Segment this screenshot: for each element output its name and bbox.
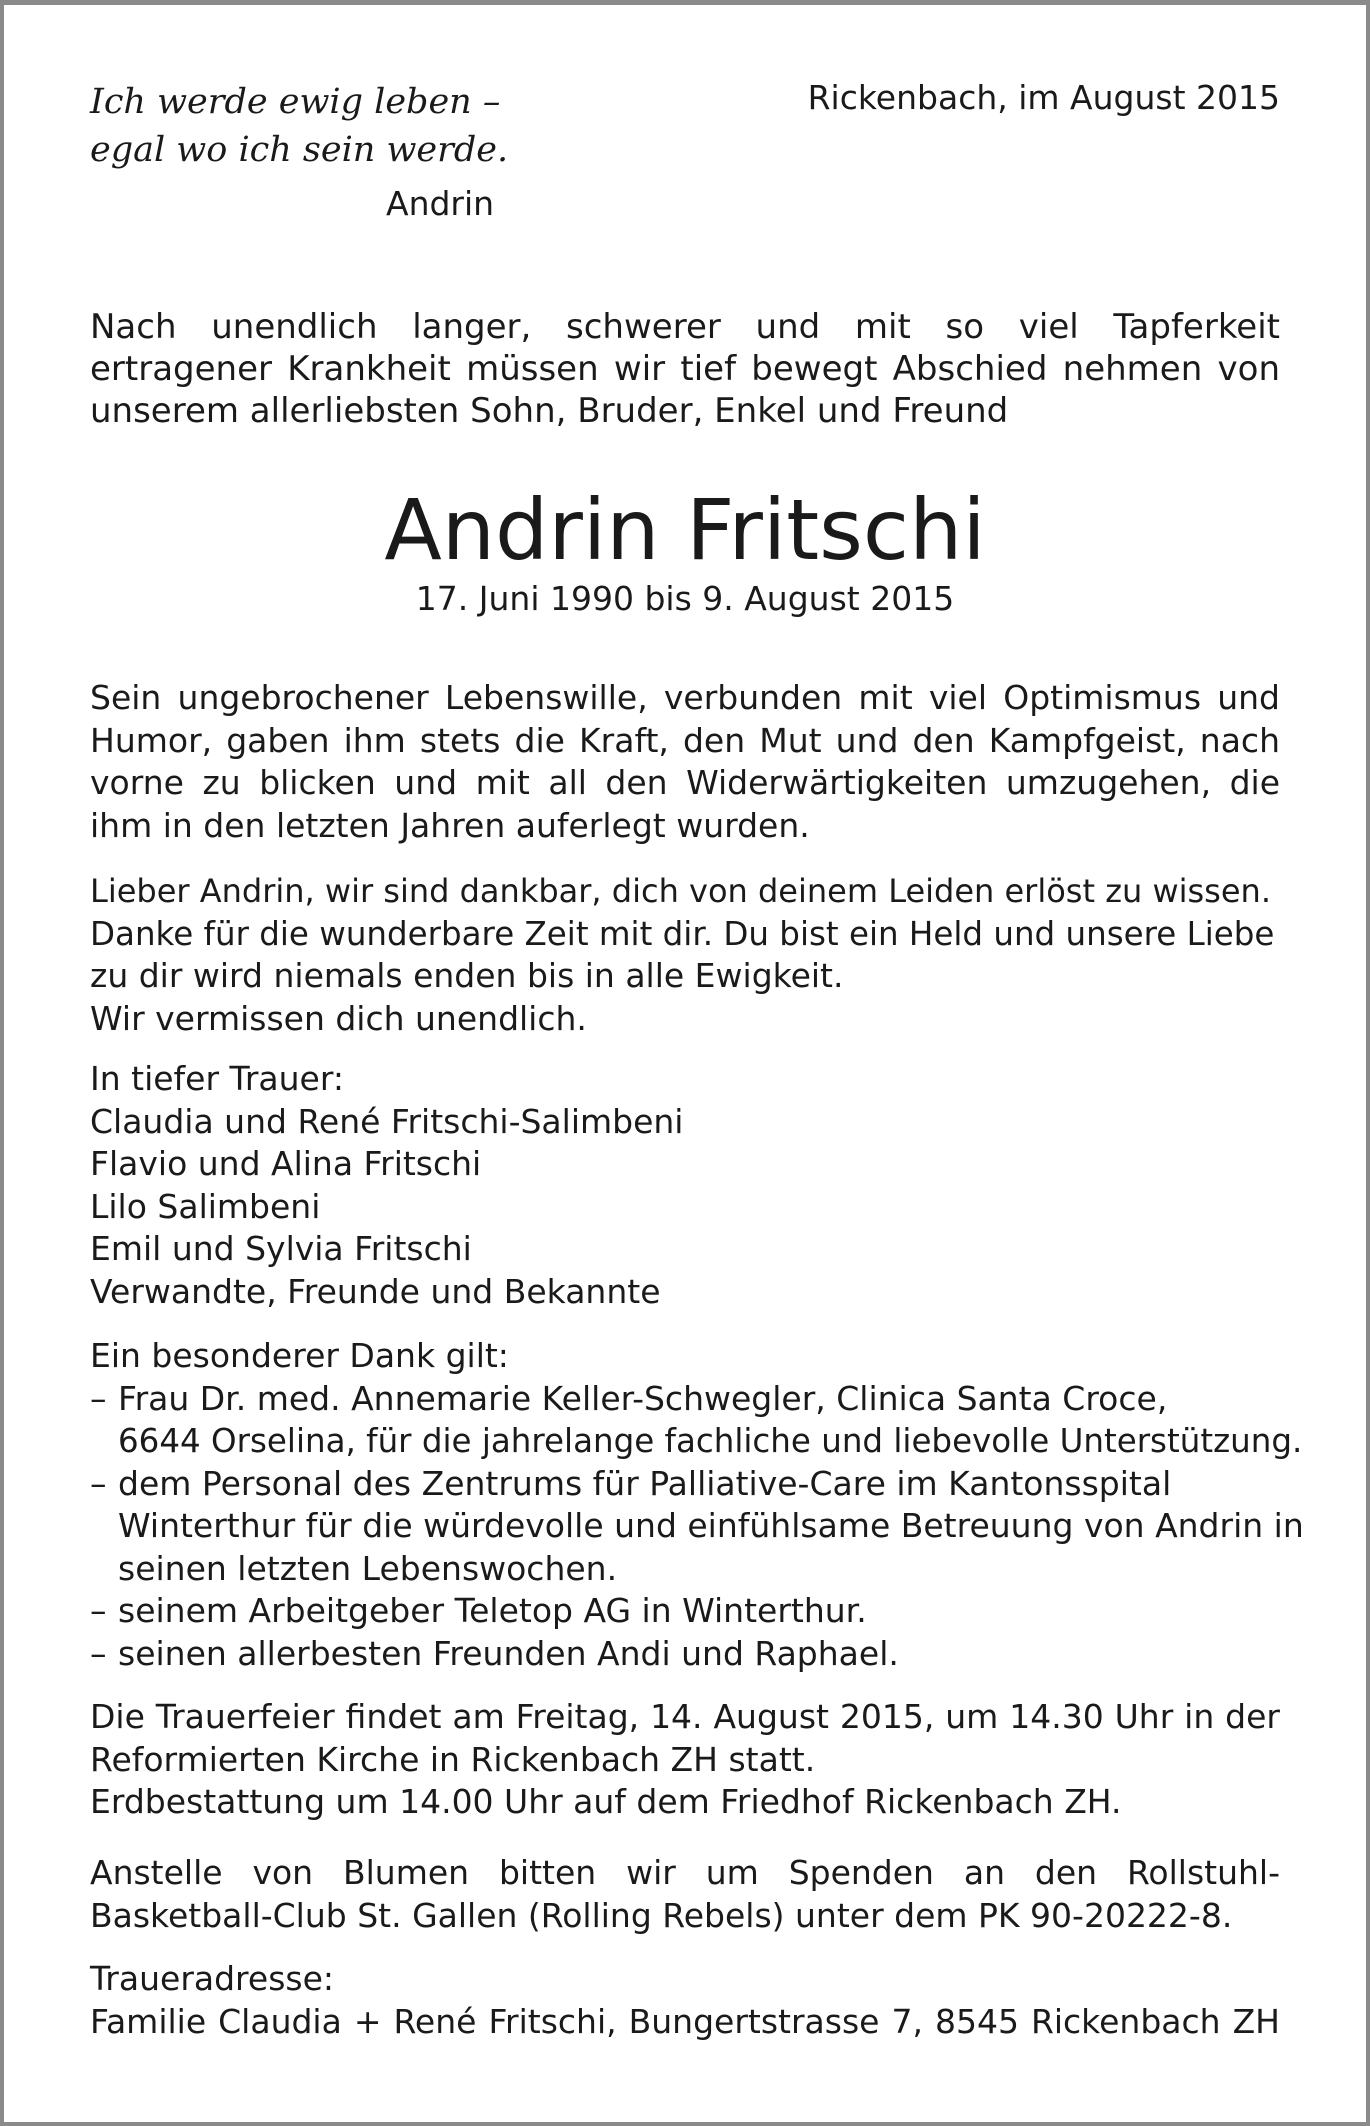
thanks-line: seinen letzten Lebenswochen. xyxy=(118,1548,618,1588)
thanks-heading: Ein besonderer Dank gilt: xyxy=(90,1336,509,1375)
farewell-line: Lieber Andrin, wir sind dankbar, dich von deinem Leiden erlöst zu wissen. xyxy=(90,872,1271,910)
dash-bullet: – xyxy=(90,1463,107,1503)
farewell-line: zu dir wird niemals enden bis in alle Ewigkeit. xyxy=(90,956,844,995)
motto-line: egal wo ich sein werde. xyxy=(90,130,509,170)
deceased-name: Andrin Fritschi xyxy=(384,481,986,579)
mourner-name: Lilo Salimbeni xyxy=(90,1186,321,1226)
thanks-line: Frau Dr. med. Annemarie Keller-Schwegler, Clinica Santa Croce, xyxy=(118,1378,1168,1418)
thanks-line: seinen allerbesten Freunden Andi und Raphael. xyxy=(118,1633,899,1673)
funeral-service xyxy=(90,1696,1280,1824)
motto-author: Andrin xyxy=(386,184,495,223)
service-text: Die Trauerfeier findet am Freitag, 14. August 2015, um 14.30 Uhr in der Reformierten Kirche in Rickenbach ZH statt. xyxy=(90,1697,1280,1779)
farewell-paragraph xyxy=(90,870,1280,1040)
thanks-item xyxy=(90,1378,1303,1463)
motto-quote xyxy=(90,78,590,174)
burial-text: Erdbestattung um 14.00 Uhr auf dem Friedhof Rickenbach ZH. xyxy=(90,1782,1122,1821)
dash-bullet: – xyxy=(90,1633,107,1673)
mourner-name: Claudia und René Fritschi-Salimbeni xyxy=(90,1101,684,1141)
address-heading: Traueradresse: xyxy=(90,1959,335,1998)
mourners-heading: In tiefer Trauer: xyxy=(90,1059,344,1098)
place-date: Rickenbach, im August 2015 xyxy=(807,78,1280,117)
mourners-list xyxy=(90,1058,1280,1313)
intro-text: Nach unendlich langer, schwerer und mit so viel Tapferkeit ertragener Krankheit müssen wir tief bewegt Abschied nehmen von unserem allerliebsten Sohn, Bruder, Enkel und Freund xyxy=(90,307,1280,431)
dash-bullet: – xyxy=(90,1591,107,1630)
thanks-line: 6644 Orselina, für die jahrelange fachliche und liebevolle Unterstützung. xyxy=(118,1422,1303,1460)
mourner-name: Emil und Sylvia Fritschi xyxy=(90,1229,472,1268)
thanks-item xyxy=(90,1463,1304,1591)
tribute-paragraph: Sein ungebrochener Lebenswille, verbunden mit viel Optimismus und Humor, gaben ihm stets die Kraft, den Mut und den Kampfgeist, nach vorne zu blicken und mit all den Widerwärtigkeiten umzugehen, die ihm in den letzten Jahren auferlegt wurden. xyxy=(90,678,1280,845)
thanks-line: dem Personal des Zentrums für Palliative-Care im Kantonsspital xyxy=(118,1463,1172,1503)
dash-bullet: – xyxy=(90,1378,107,1418)
mourner-name: Flavio und Alina Fritschi xyxy=(90,1144,482,1183)
farewell-line: Wir vermissen dich unendlich. xyxy=(90,998,587,1038)
motto-line: Ich werde ewig leben – xyxy=(90,82,501,122)
thanks-item xyxy=(90,1633,1280,1676)
thanks-item xyxy=(90,1590,1280,1633)
mourning-address xyxy=(90,1958,1280,2043)
thanks-line: Winterthur für die würdevolle und einfühlsame Betreuung von Andrin in xyxy=(118,1506,1304,1545)
thanks-line: seinem Arbeitgeber Teletop AG in Winterthur. xyxy=(118,1591,867,1630)
thanks-list xyxy=(90,1335,1304,1675)
donation-request: Anstelle von Blumen bitten wir um Spenden an den Rollstuhl-Basketball-Club St. Gallen (Rolling Rebels) unter dem PK 90-20222-8. xyxy=(90,1853,1280,1935)
life-dates: 17. Juni 1990 bis 9. August 2015 xyxy=(415,579,955,618)
mourner-name: Verwandte, Freunde und Bekannte xyxy=(90,1271,661,1311)
address-line: Familie Claudia + René Fritschi, Bungertstrasse 7, 8545 Rickenbach ZH xyxy=(90,2001,1280,2041)
farewell-line: Danke für die wunderbare Zeit mit dir. Du bist ein Held und unsere Liebe xyxy=(90,914,1275,953)
